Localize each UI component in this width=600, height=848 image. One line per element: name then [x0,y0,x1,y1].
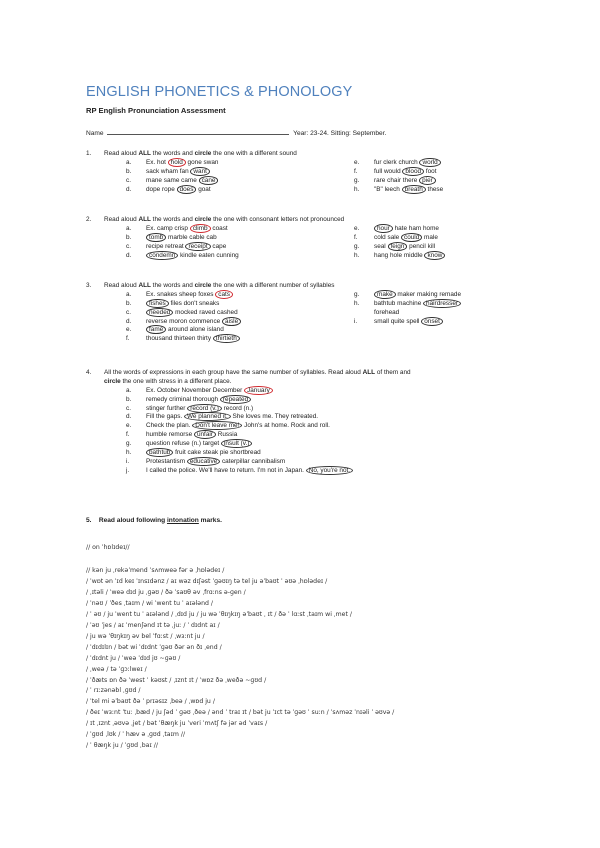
word-list: She loves me. They retreated. [230,413,319,421]
word-list: Ex. snakes sheep foxes [146,290,216,298]
option-letter: b. [126,233,132,241]
option-words [374,186,443,195]
option-item [354,186,574,195]
option-item [126,177,346,186]
answer-circled[interactable]: make [374,290,396,299]
option-letter: d. [126,185,132,193]
instr-bold: ALL [138,150,151,157]
intonation-line: / ˈɡʊd ˌlʊk / ˈ hæv ə ˌɡʊd ˌtaɪm // [86,731,186,739]
word-list: seal [374,242,388,250]
option-item [126,335,346,344]
option-item [354,252,574,261]
page-subtitle: RP English Pronunciation Assessment [86,106,226,115]
option-words [146,335,240,344]
word-list: gone swan [185,158,219,166]
word-list: Ex. October November December [146,386,245,394]
example-answer-circled[interactable]: cats [215,290,233,299]
page-title: ENGLISH PHONETICS & PHONOLOGY [86,84,353,100]
word-list: question refuse (n.) target [146,440,221,448]
answer-circled[interactable]: world [419,158,440,167]
word-list: mocked raved cashed [173,308,238,316]
question-2-instruction [86,216,516,225]
option-item [354,234,574,243]
question-4 [86,369,526,479]
option-words [374,318,443,327]
option-item [126,186,346,195]
instr-text: the one with stress in a different place. [120,377,232,385]
left-column [126,291,346,344]
word-list: full would [374,167,403,175]
name-blank-field[interactable] [107,128,289,135]
name-line [86,128,386,137]
item-column [126,387,526,476]
option-item [126,252,346,261]
intonation-line: / ˈ θæŋk ju / ˈɡʊd ˌbaɪ // [86,742,158,750]
intonation-line: / ˌweə / tə ˈɡɔːlweɪ / [86,665,147,673]
word-list: goat [196,185,211,193]
word-list: kindle eaten cunning [178,251,239,259]
option-words [374,243,435,252]
instr-bold: circle [194,282,212,289]
instr-text: the words and [150,282,195,289]
option-words [374,177,436,186]
answer-circled[interactable]: want [190,167,210,176]
word-list: Ex. camp crisp [146,224,190,232]
option-item [126,234,346,243]
right-column [354,225,574,261]
word-list: foot [424,167,437,175]
intonation-line: / ˌɪtəli / ˈweə dɪd ju ˌɡəʊ / ðə ˈsaʊθ əv ˌfrɑːns ə-ɡen / [86,588,246,596]
instr-text: the words and [150,150,195,157]
word-list: remedy criminal thorough [146,395,220,403]
question-4-items [86,387,526,479]
word-list: "B" leech [374,185,402,193]
option-words [146,234,217,243]
answer-circled[interactable]: feign [388,242,408,251]
option-letter: d. [126,413,132,421]
question-3-items [86,291,516,346]
year-sitting: Year: 23-24. Sitting: September. [293,130,387,137]
intonation-line: / ˈnəʊ / ˈðes ˌtaɪm / wi ˈwent tu ˈ aɪələnd / [86,599,214,607]
question-1-items [86,159,516,196]
option-letter: b. [126,299,132,307]
intonation-line: / ˈəʊ ˈjes / aɪ ˈmenʃənd ɪt tə ˌjuː / ˈ dɪdnt aɪ / [86,621,220,629]
option-words [146,422,330,431]
answer-circled[interactable]: know [424,251,445,260]
intonation-line: / ˈ rɪːzənəbl ˌɡʊd / [86,687,141,695]
option-letter: g. [354,242,360,250]
word-list: stinger further [146,404,188,412]
option-words [146,168,210,177]
option-letter: f. [354,233,358,241]
word-list: small quite spell [374,317,422,325]
option-words [146,467,353,476]
word-list: marble cable cab [166,233,217,241]
instr-text: Read aloud following [98,517,167,524]
option-item [126,449,526,458]
option-words [146,431,237,440]
option-letter: e. [126,326,132,334]
option-letter: g. [354,290,360,298]
answer-circled[interactable]: repeated [220,395,251,404]
option-item [126,440,526,449]
answer-circled[interactable]: fishes [146,299,169,308]
option-letter: i. [126,457,130,465]
option-words [374,252,445,261]
option-letter: a. [126,224,132,232]
option-letter: g. [126,440,132,448]
word-list: I called the police. We'll have to return. I'm not in Japan. [146,466,306,474]
word-list: Protestantism [146,457,187,465]
answer-circled[interactable]: insult (v.) [221,439,252,448]
word-list: maker making remade [395,290,461,298]
option-item [354,225,574,234]
answer-circled[interactable]: onset [421,317,443,326]
word-list: hate ham home [392,224,439,232]
question-3 [86,282,516,346]
example-answer-circled[interactable]: January [244,386,273,395]
option-item [354,291,574,300]
word-list: dope rope [146,185,177,193]
option-letter: f. [126,335,130,343]
option-letter: c. [126,308,131,316]
question-2 [86,216,516,262]
answer-circled[interactable]: We planned it. [184,412,231,421]
left-column [126,159,346,195]
option-letter: e. [354,158,360,166]
left-column [126,225,346,261]
intonation-line: / ˈtel mi əˈbaʊt ðə ˈ prɪəsɪz ˌbeə / ˌwɒd ju / [86,698,215,706]
instr-text: the words and [150,216,195,223]
option-letter: d. [126,251,132,259]
option-words [146,309,238,318]
word-list: cold sale [374,233,401,241]
option-words [374,300,461,309]
option-item [126,387,526,396]
intonation-line: // on ˈhɒlɪdeɪ// [86,544,130,551]
instr-bold: circle [194,216,212,223]
name-label: Name [86,130,104,137]
example-answer-circled[interactable]: climb [190,224,211,233]
intonation-line: / ɪt ˌɪznt ˌəʊvə ˌjet / bət ˈθæŋk ju ˈveri ˈmʌtʃ fə jər əd ˈvaɪs / [86,720,268,728]
instr-text: the one with a different number of syllables [211,282,335,289]
instr-text: the one with consonant letters not pronounced [211,216,345,223]
word-list: cape [210,242,227,250]
word-list: these [425,185,444,193]
word-list: Russia [215,431,238,439]
answer-circled[interactable]: record (v.) [187,404,222,413]
intonation-line: / ðeɪ ˈwɜːnt ˈtuː ˌbæd / ju ʃəd ˈ ɡəʊ ˌðeə / ənd ˈ traɪ ɪt / bət ju ˈɪct tə ˈɡəʊ ˈ suːn / ˈsʌməz ˈnɪəli ˈ əʊvə / [86,709,395,717]
instr-bold: ALL [138,216,151,223]
option-item [126,405,526,414]
answer-circled[interactable]: cane [199,176,219,185]
intonation-line: / ˈ əʊ / ju ˈwent tu ˈ aɪələnd / ˌdɪd ju / ju wə ˈθɪŋkɪŋ əˈbaʊt ˌ ɪt / ðə ˈ lɑːst ˌtaɪm wi ˌmet / [86,610,352,618]
answer-circled[interactable]: condemn [146,251,178,260]
intonation-line: / ju wə ˈθɪŋkɪŋ əv bel ˈfɑːst / ˌwɜːnt ju / [86,632,205,640]
answer-circled[interactable]: pier [419,176,436,185]
option-words [146,458,285,467]
instr-bold: circle [194,150,212,157]
option-letter: b. [126,395,132,403]
option-item [126,396,526,405]
question-5-instruction [86,517,222,524]
answer-circled[interactable]: hairdresser [423,299,461,308]
option-letter: f. [126,431,130,439]
answer-circled[interactable]: hour [374,224,393,233]
answer-circled[interactable]: needed [146,308,173,317]
answer-circled[interactable]: could [401,233,422,242]
intonation-line: / ˈðæts ɒn ðə ˈwest ˈ kəʊst / ˌɪznt ɪt / ˈwɒz ðə ˌweðə ~ɡʊd / [86,676,267,684]
right-column [354,291,574,327]
question-number: 5. [86,517,92,524]
word-list: thousand thirteen thirty [146,335,213,343]
option-item [126,467,526,476]
word-list: humble remorse [146,431,194,439]
word-list: pencil kill [407,242,436,250]
instr-bold: ALL [362,369,376,376]
question-1-instruction [86,150,516,159]
word-list: John's at home. Rock and roll. [242,422,330,430]
instr-text: Read aloud [104,282,139,289]
answer-circled[interactable]: does [177,185,197,194]
option-letter: a. [126,386,132,394]
instr-underlined: intonation [166,517,199,524]
question-number: 3. [86,282,92,289]
word-list: Fill the gaps. [146,413,185,421]
question-number: 2. [86,216,92,223]
right-column [354,159,574,195]
instr-text: the one with a different sound [211,150,297,157]
answer-circled[interactable]: tomb [146,233,166,242]
option-item [126,309,346,318]
instr-text: Read aloud [104,216,139,223]
instr-text: All the words of expressions in each group have the same number of syllables. Read aloud [104,369,363,376]
intonation-line: / ˈwɒt ən ˈɪd keɪ ˈɪnsɪdənz / aɪ wəz dɪʃəst ˈɡəʊɪŋ tə tel ju əˈbaʊt ˈ əʊə ˌhɒlədeɪ / [86,577,328,585]
option-letter: d. [126,317,132,325]
answer-circled[interactable]: No, you're not. [306,466,353,475]
option-words [146,159,218,168]
option-letter: c. [126,242,131,250]
word-list: record (n.) [221,404,254,412]
word-list: bathtub machine [374,299,424,307]
word-list: files don't sneaks [168,299,220,307]
instr-text: of them and [375,369,411,376]
question-3-instruction [86,282,516,291]
option-item [126,159,346,168]
option-letter: j. [126,466,130,474]
word-list: forehead [374,308,400,316]
option-letter: f. [354,167,358,175]
option-words [146,252,239,261]
word-list: mane same came [146,176,199,184]
word-list: sack wham fan [146,167,191,175]
example-answer-circled[interactable]: hold [168,158,186,167]
option-letter: i. [354,317,358,325]
question-2-items [86,225,516,262]
option-letter: a. [126,158,132,166]
option-item [354,177,574,186]
option-item [354,243,574,252]
instr-bold: ALL [138,282,151,289]
word-list: Ex. hot [146,158,168,166]
question-4-instruction [86,369,526,387]
option-words [374,234,438,243]
word-list: male [422,233,438,241]
option-letter: h. [354,185,360,193]
option-letter: c. [126,176,131,184]
option-words [374,309,399,318]
word-list: reverse moron commence [146,317,223,325]
word-list: Check the plan. [146,422,193,430]
option-item [354,168,574,177]
word-list: recipe retreat [146,242,186,250]
word-list: fur clerk church [374,158,420,166]
option-item [354,318,574,327]
instr-bold: circle [104,377,121,385]
question-1 [86,150,516,196]
word-list: caterpillar cannibalism [220,457,286,465]
option-words [146,387,273,396]
answer-circled[interactable]: unfair [194,430,216,439]
option-item [354,159,574,168]
intonation-line: / ˈdɪdɪlɪn / bət wi ˈdɪdnt ˈɡəʊ ðər ən ðɪ ˌend / [86,643,222,651]
option-letter: g. [354,176,360,184]
word-list: hang hole middle [374,251,425,259]
answer-circled[interactable]: breath [402,185,426,194]
question-number: 4. [86,369,92,376]
intonation-line: // kən ju ˌrekəˈmend ˈsʌmweə fər ə ˌhɒlədeɪ / [86,567,225,574]
answer-circled[interactable]: fame [146,325,166,334]
answer-circled[interactable]: aisle [222,317,241,326]
answer-circled[interactable]: receipt [185,242,210,251]
answer-circled[interactable]: Don't leave me! [192,421,242,430]
instr-text: Read aloud [104,150,139,157]
option-letter: b. [126,167,132,175]
option-letter: e. [126,422,132,430]
option-words [146,177,218,186]
answer-circled[interactable]: blood [402,167,424,176]
option-words [146,186,211,195]
option-item [126,431,526,440]
intonation-line: / ˈdɪdnt ju / ˈweə ˈdɪd jʊ ~ɡəʊ / [86,654,181,662]
option-letter: h. [354,251,360,259]
option-item [126,422,526,431]
answer-circled[interactable]: bathtub [146,448,173,457]
instr-text: marks. [198,517,222,524]
option-item [354,309,574,318]
answer-circled[interactable]: thirtieth [213,334,240,343]
option-letter: a. [126,290,132,298]
option-letter: c. [126,404,131,412]
answer-circled[interactable]: educative [187,457,220,466]
option-letter: h. [354,299,360,307]
word-list: fruit cake steak pie shortbread [173,449,261,457]
question-number: 1. [86,150,92,157]
word-list: around alone island [166,326,224,334]
word-list: rare chair there [374,176,420,184]
option-item [126,168,346,177]
word-list: coast [210,224,228,232]
option-letter: h. [126,449,132,457]
option-item [354,300,574,309]
option-letter: e. [354,224,360,232]
